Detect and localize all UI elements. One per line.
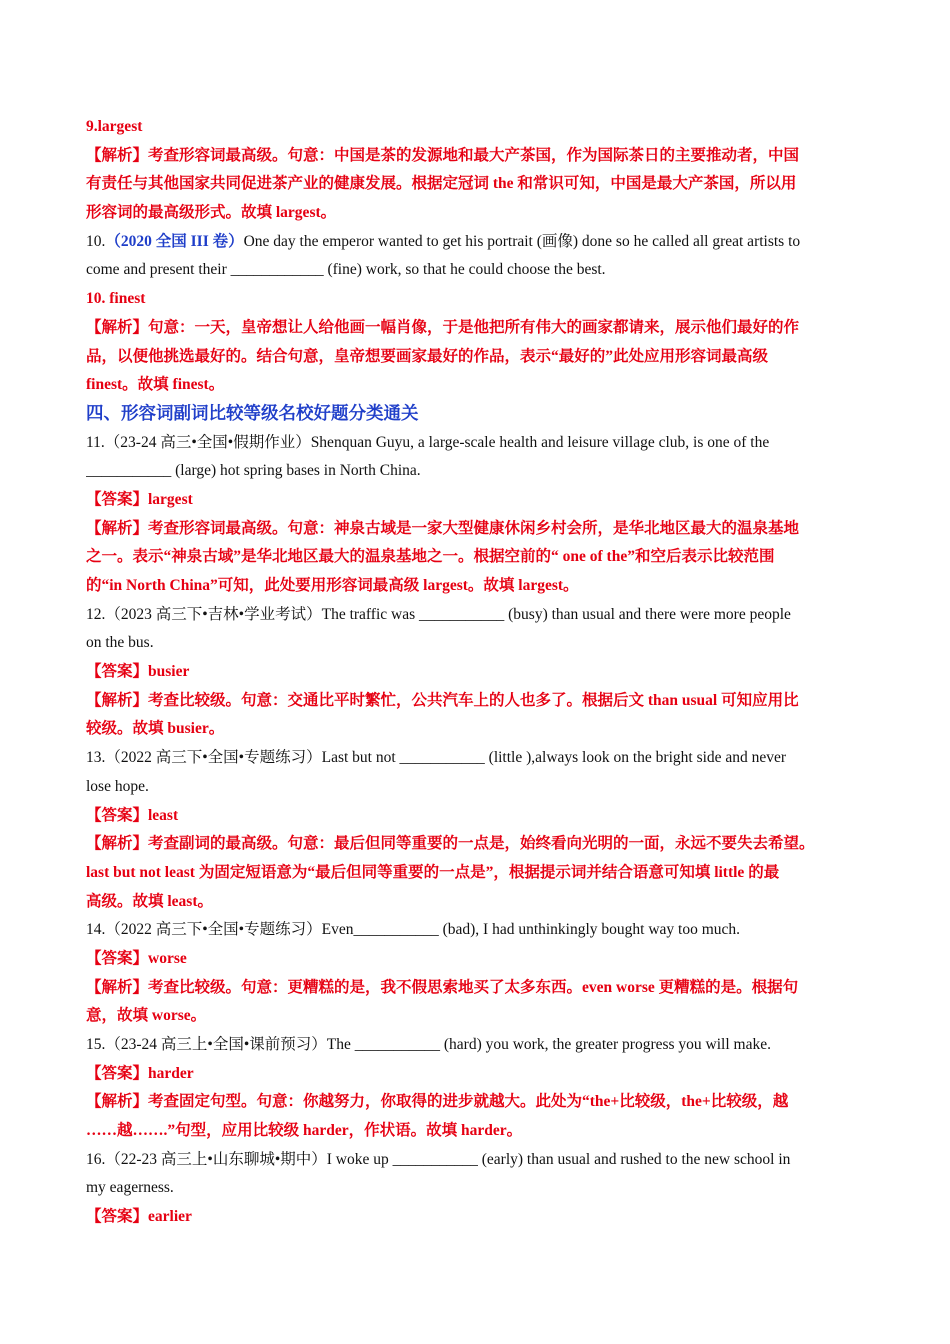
question-line: on the bus. xyxy=(86,634,154,652)
answer-line: 【答案】earlier xyxy=(86,1208,192,1226)
answer-line: 【解析】考查比较级。句意：更糟糕的是，我不假思索地买了太多东西。even worse 更糟糕的是。根据句 xyxy=(86,978,799,996)
answer-line: 【解析】考查形容词最高级。句意：中国是茶的发源地和最大产茶国，作为国际茶日的主要推动者，中国 xyxy=(86,146,800,164)
answer-line: 高级。故填 least。 xyxy=(86,892,214,910)
answer-line: ……越…….”句型，应用比较级 harder，作状语。故填 harder。 xyxy=(86,1122,523,1140)
answer-line: 较级。故填 busier。 xyxy=(86,720,225,738)
text-segment: 10. xyxy=(86,232,106,250)
answer-line: 有责任与其他国家共同促进茶产业的健康发展。根据定冠词 the 和常识可知，中国是最大产茶国，所以用 xyxy=(86,175,797,193)
question-line xyxy=(86,228,864,257)
document-page xyxy=(86,113,864,1232)
question-line: 15.（23-24 高三上•全国•课前预习）The ___________ (hard) you work, the greater progress you will make. xyxy=(86,1036,771,1053)
answer-line: 之一。表示“神泉古域”是华北地区最大的温泉基地之一。根据空前的“ one of the”和空后表示比较范围 xyxy=(86,548,775,566)
answer-line: 【答案】worse xyxy=(86,949,187,967)
question-line: lose hope. xyxy=(86,777,149,795)
answer-line: 10. finest xyxy=(86,290,146,308)
answer-line: 形容词的最高级形式。故填 largest。 xyxy=(86,204,337,222)
question-line: 16.（22-23 高三上•山东聊城•期中）I woke up ___________ (early) than usual and rushed to the new school in xyxy=(86,1150,791,1168)
question-line: 11.（23-24 高三•全国•假期作业）Shenquan Guyu, a large-scale health and leisure village club, is one of the xyxy=(86,433,770,451)
question-line: come and present their ____________ (fine) work, so that he could choose the best. xyxy=(86,261,606,279)
answer-line: 的“in North China”可知，此处要用形容词最高级 largest。故填 largest。 xyxy=(86,577,579,594)
question-line: 14.（2022 高三下•全国•专题练习）Even___________ (bad), I had unthinkingly bought way too much. xyxy=(86,921,741,939)
question-line: 13.（2022 高三下•全国•专题练习）Last but not ___________ (little ),always look on the bright side and never xyxy=(86,749,787,767)
answer-line: 意，故填 worse。 xyxy=(86,1007,207,1025)
answer-line: 【答案】least xyxy=(86,806,179,824)
answer-line: 【答案】busier xyxy=(86,663,190,681)
answer-line: 【解析】句意：一天，皇帝想让人给他画一幅肖像，于是他把所有伟大的画家都请来，展示他们最好的作 xyxy=(86,318,800,336)
answer-line: finest。故填 finest。 xyxy=(86,376,225,394)
answer-line: 【解析】考查副词的最高级。句意：最后但同等重要的一点是，始终看向光明的一面，永远不要失去希望。 xyxy=(86,835,815,853)
answer-line: 【答案】harder xyxy=(86,1064,194,1082)
answer-line: 【答案】largest xyxy=(86,490,193,508)
question-line: my eagerness. xyxy=(86,1179,174,1197)
text-segment: One day the emperor wanted to get his portrait (画像) done so he called all great artists to xyxy=(243,232,801,250)
question-line: ___________ (large) hot spring bases in North China. xyxy=(86,462,421,480)
answer-line: 【解析】考查形容词最高级。句意：神泉古域是一家大型健康休闲乡村会所，是华北地区最大的温泉基地 xyxy=(86,519,800,537)
source-tag: （2020 全国 III 卷） xyxy=(105,232,244,250)
answer-line: 品，以便他挑选最好的。结合句意，皇帝想要画家最好的作品，表示“最好的”此处应用形容词最高级 xyxy=(86,347,769,365)
answer-line: 9.largest xyxy=(86,118,143,135)
answer-line: 【解析】考查比较级。句意：交通比平时繁忙，公共汽车上的人也多了。根据后文 than usual 可知应用比 xyxy=(86,691,799,709)
question-line: 12.（2023 高三下•吉林•学业考试）The traffic was ___________ (busy) than usual and there were more people xyxy=(86,605,791,623)
answer-line: 【解析】考查固定句型。句意：你越努力，你取得的进步就越大。此处为“the+比较级，the+比较级，越 xyxy=(86,1093,789,1111)
section-heading: 四、形容词副词比较等级名校好题分类通关 xyxy=(86,403,419,424)
answer-line: last but not least 为固定短语意为“最后但同等重要的一点是”，根据提示词并结合语意可知填 little 的最 xyxy=(86,863,780,881)
